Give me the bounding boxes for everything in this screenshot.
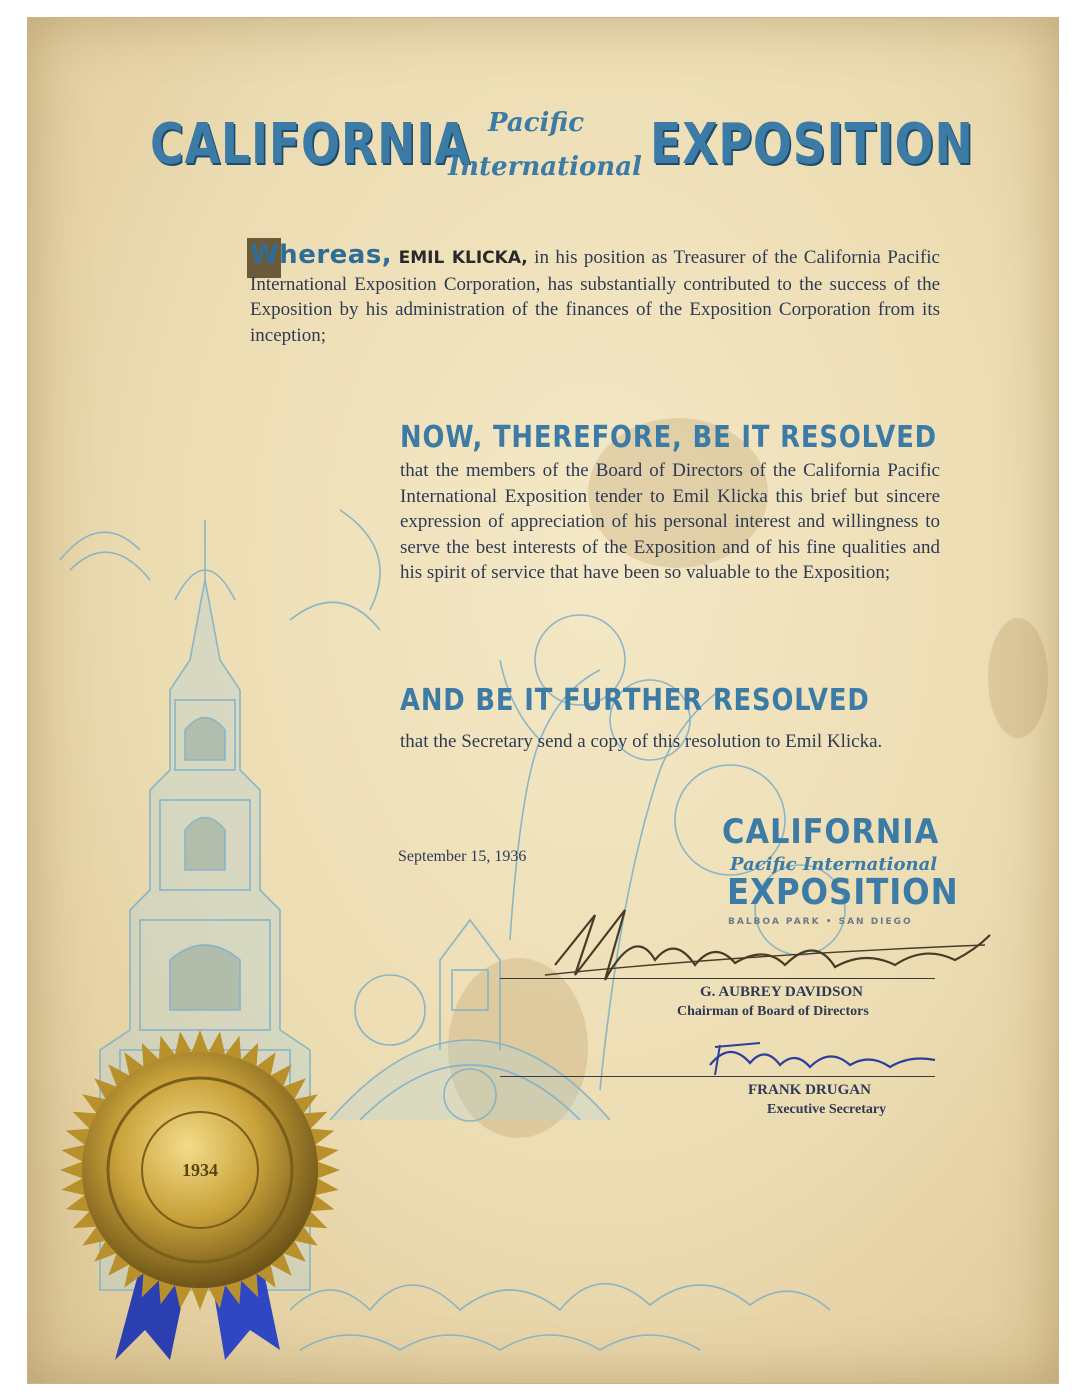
- paper-stain: [988, 618, 1048, 738]
- title-exposition: EXPOSITION: [650, 112, 974, 177]
- resolution-date: September 15, 1936: [398, 848, 527, 865]
- signatory-name: FRANK DRUGAN: [748, 1082, 871, 1098]
- whereas-lead: Whereas,: [250, 240, 393, 270]
- signature-davidson: [535, 905, 995, 995]
- signature-drugan: [700, 1035, 945, 1085]
- signatory-title: Executive Secretary: [767, 1102, 887, 1117]
- org-california: CALIFORNIA: [722, 812, 940, 852]
- title-international: International: [448, 152, 642, 182]
- signatory-name: G. AUBREY DAVIDSON: [700, 984, 863, 1000]
- org-pacific-international: Pacific International: [730, 854, 938, 875]
- honoree-name: EMIL KLICKA,: [398, 248, 528, 268]
- org-address: BALBOA PARK • SAN DIEGO: [728, 917, 913, 927]
- further-paragraph: that the Secretary send a copy of this resolution to Emil Klicka.: [400, 731, 883, 752]
- whereas-paragraph: [250, 240, 940, 348]
- gold-seal: [55, 1030, 345, 1370]
- org-exposition: EXPOSITION: [727, 872, 959, 913]
- signatory-title: Chairman of Board of Directors: [677, 1004, 869, 1019]
- further-heading: AND BE IT FURTHER RESOLVED: [400, 683, 870, 718]
- seal-year: 1934: [182, 1160, 218, 1180]
- title-california: CALIFORNIA: [150, 112, 471, 177]
- resolved-heading: NOW, THEREFORE, BE IT RESOLVED: [400, 420, 937, 455]
- resolved-paragraph: that the members of the Board of Directors of the California Pacific International Exposition tender to Emil Klicka this brief but sincere expression of appreciation of his personal interest and willingness to serve the best interests of the Exposition and of his fine qualities and his spirit of service that have been so valuable to the Exposition;: [400, 460, 940, 584]
- title-pacific: Pacific: [488, 108, 585, 138]
- signature-line: [500, 1076, 935, 1077]
- whereas-text: in his position as Treasurer of the California Pacific International Exposition Corporation, has substantially contributed to the success of the Exposition by his administration of the finances of the Exposition Corporation from its inception;: [250, 247, 940, 346]
- signature-line: [500, 978, 935, 979]
